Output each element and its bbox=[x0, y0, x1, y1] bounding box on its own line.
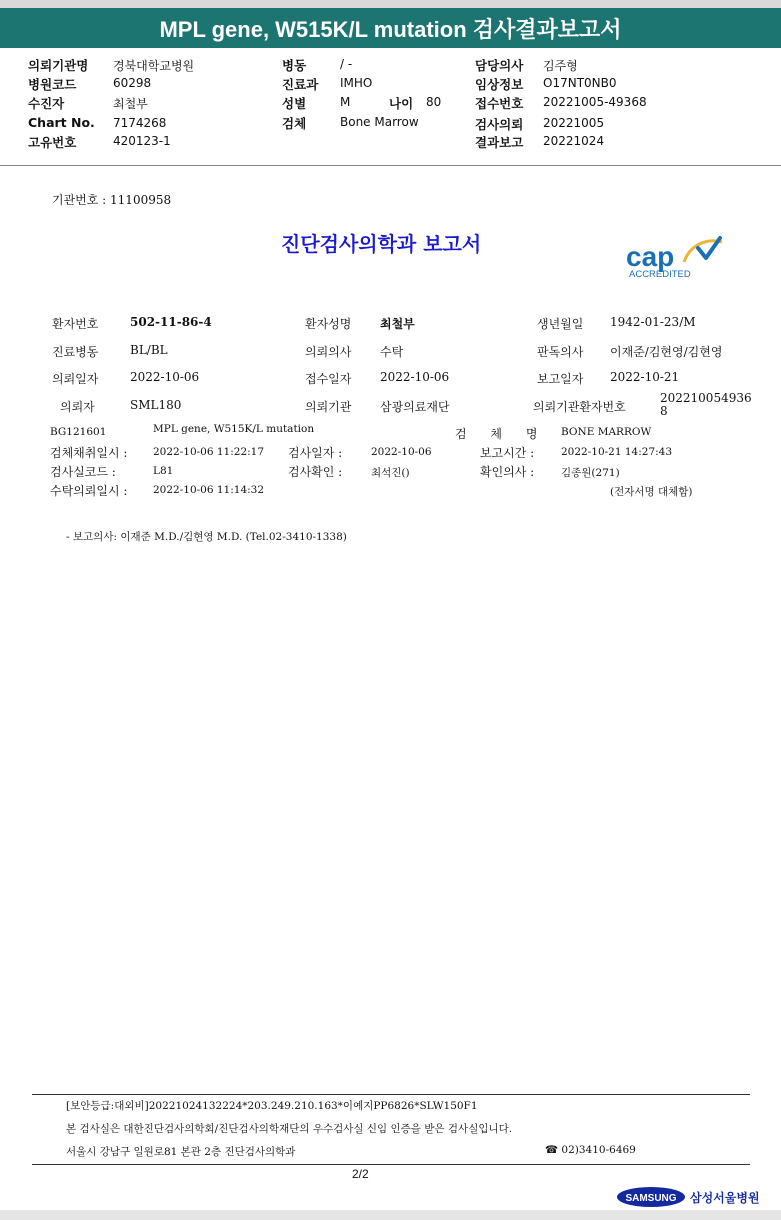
field-label: 접수일자 bbox=[305, 372, 352, 386]
meta-value: 김종원(271) bbox=[561, 467, 620, 479]
meta-label: 확인의사 : bbox=[480, 465, 535, 479]
hospital-name: 삼성서울병원 bbox=[690, 1191, 760, 1205]
field-label: 생년월일 bbox=[537, 317, 584, 331]
field-value: 삼광의료재단 bbox=[380, 400, 450, 414]
meta-value: 최석진() bbox=[371, 467, 410, 479]
top-border bbox=[0, 0, 781, 8]
header-value: 김주형 bbox=[543, 59, 578, 73]
field-label: 판독의사 bbox=[537, 345, 584, 359]
field-value: 2022-10-21 bbox=[610, 370, 680, 384]
header-label: Chart No. bbox=[28, 115, 95, 130]
footer-divider bbox=[32, 1094, 750, 1095]
cap-logo-icon bbox=[620, 234, 730, 280]
meta-value: L81 bbox=[153, 465, 174, 477]
header-value: / - bbox=[340, 57, 353, 71]
phone: ☎ 02)3410-6469 bbox=[545, 1144, 636, 1156]
age-label: 나이 bbox=[389, 96, 414, 111]
patient-name: 최철부 bbox=[380, 317, 415, 331]
field-label: 의뢰의사 bbox=[305, 345, 352, 359]
cap-logo-sub: ACCREDITED bbox=[629, 269, 691, 280]
specimen-value: BONE MARROW bbox=[561, 426, 652, 438]
header-value: 7174268 bbox=[113, 116, 167, 130]
field-label: 의뢰일자 bbox=[52, 372, 99, 386]
header-value: 최철부 bbox=[113, 97, 148, 111]
bottom-border bbox=[0, 1210, 781, 1220]
header-value: M bbox=[340, 95, 351, 109]
samsung-logo-icon bbox=[616, 1186, 686, 1208]
reporter-line: - 보고의사: 이재준 M.D./김현영 M.D. (Tel.02-3410-1338) bbox=[66, 531, 347, 543]
meta-label: 검사일자 : bbox=[288, 446, 343, 460]
field-label: 의뢰기관환자번호 bbox=[533, 400, 626, 414]
meta-value: 2022-10-21 14:27:43 bbox=[561, 446, 673, 458]
meta-label: 검사확인 : bbox=[288, 465, 343, 479]
specimen-label: 검 체 명 bbox=[455, 427, 548, 441]
field-label: 진료병동 bbox=[52, 345, 99, 359]
header-label: 의뢰기관명 bbox=[28, 58, 89, 73]
header-label: 수진자 bbox=[28, 96, 65, 111]
institution-number: 기관번호 : 11100958 bbox=[52, 193, 172, 207]
referral-patient-number: 202210054936 bbox=[660, 391, 752, 405]
header-value: 20221024 bbox=[543, 134, 605, 148]
field-label: 환자번호 bbox=[52, 317, 99, 331]
header-value: O17NT0NB0 bbox=[543, 76, 617, 90]
report-title: 진단검사의학과 보고서 bbox=[281, 232, 482, 256]
meta-label: 검사실코드 : bbox=[50, 465, 116, 479]
field-value: 2022-10-06 bbox=[130, 370, 200, 384]
field-value: 1942-01-23/M bbox=[610, 315, 696, 329]
samsung-logo bbox=[616, 1186, 686, 1208]
samsung-logo-text: SAMSUNG bbox=[625, 1193, 677, 1204]
page-number: 2/2 bbox=[352, 1167, 369, 1181]
header-value: 60298 bbox=[113, 76, 152, 90]
header-value: 20221005 bbox=[543, 116, 605, 130]
header-value: IMHO bbox=[340, 76, 373, 90]
banner-title: MPL gene, W515K/L mutation 검사결과보고서 bbox=[159, 16, 622, 42]
header-value: 420123-1 bbox=[113, 134, 171, 148]
address: 서울시 강남구 일원로81 본관 2층 진단검사의학과 bbox=[66, 1146, 296, 1158]
field-label: 보고일자 bbox=[537, 372, 584, 386]
certification-note: 본 검사실은 대한진단검사의학회/진단검사의학재단의 우수검사실 신임 인증을 받은 검사실입니다. bbox=[66, 1123, 513, 1135]
meta-label: 보고시간 : bbox=[480, 446, 535, 460]
header-value: 20221005-49368 bbox=[543, 95, 647, 109]
header-label: 병원코드 bbox=[28, 77, 77, 92]
header-label: 접수번호 bbox=[475, 96, 524, 111]
header-value: 경북대학교병원 bbox=[113, 59, 195, 73]
field-label: 의뢰기관 bbox=[305, 400, 352, 414]
header-label: 성별 bbox=[282, 96, 307, 111]
e-signature-note: (전자서명 대체함) bbox=[610, 486, 693, 498]
header-label: 고유번호 bbox=[28, 135, 77, 150]
header-label: 병동 bbox=[282, 58, 307, 73]
test-name: MPL gene, W515K/L mutation bbox=[153, 423, 315, 435]
test-code: BG121601 bbox=[50, 426, 107, 438]
header-label: 결과보고 bbox=[475, 135, 524, 150]
meta-value: 2022-10-06 11:14:32 bbox=[153, 484, 265, 496]
header-value: Bone Marrow bbox=[340, 115, 419, 129]
field-value: SML180 bbox=[130, 398, 182, 412]
field-label: 의뢰자 bbox=[60, 400, 95, 414]
field-value: BL/BL bbox=[130, 343, 168, 357]
cap-logo-text: cap bbox=[626, 241, 675, 272]
meta-value: 2022-10-06 11:22:17 bbox=[153, 446, 265, 458]
meta-value: 2022-10-06 bbox=[371, 446, 432, 458]
field-value: 2022-10-06 bbox=[380, 370, 450, 384]
meta-label: 수탁의뢰일시 : bbox=[50, 484, 128, 498]
cap-accredited-logo bbox=[620, 234, 730, 280]
referral-patient-number-cont: 8 bbox=[660, 404, 668, 418]
header-label: 담당의사 bbox=[475, 58, 524, 73]
field-value: 수탁 bbox=[380, 345, 404, 359]
footer-divider-bottom bbox=[32, 1164, 750, 1165]
field-label: 환자성명 bbox=[305, 317, 352, 331]
age-value: 80 bbox=[426, 95, 442, 109]
meta-label: 검체채취일시 : bbox=[50, 446, 128, 460]
patient-number: 502-11-86-4 bbox=[130, 315, 212, 329]
header-label: 검사의뢰 bbox=[475, 117, 524, 132]
header-label: 임상정보 bbox=[475, 77, 524, 92]
header-label: 검체 bbox=[282, 116, 307, 131]
security-line: [보안등급:대외비]20221024132224*203.249.210.163*이예지PP6826*SLW150F1 bbox=[66, 1100, 478, 1112]
header-label: 진료과 bbox=[282, 77, 319, 92]
report-banner bbox=[0, 8, 781, 48]
header-divider bbox=[0, 165, 781, 166]
field-value: 이재준/김현영/김현영 bbox=[610, 345, 723, 359]
